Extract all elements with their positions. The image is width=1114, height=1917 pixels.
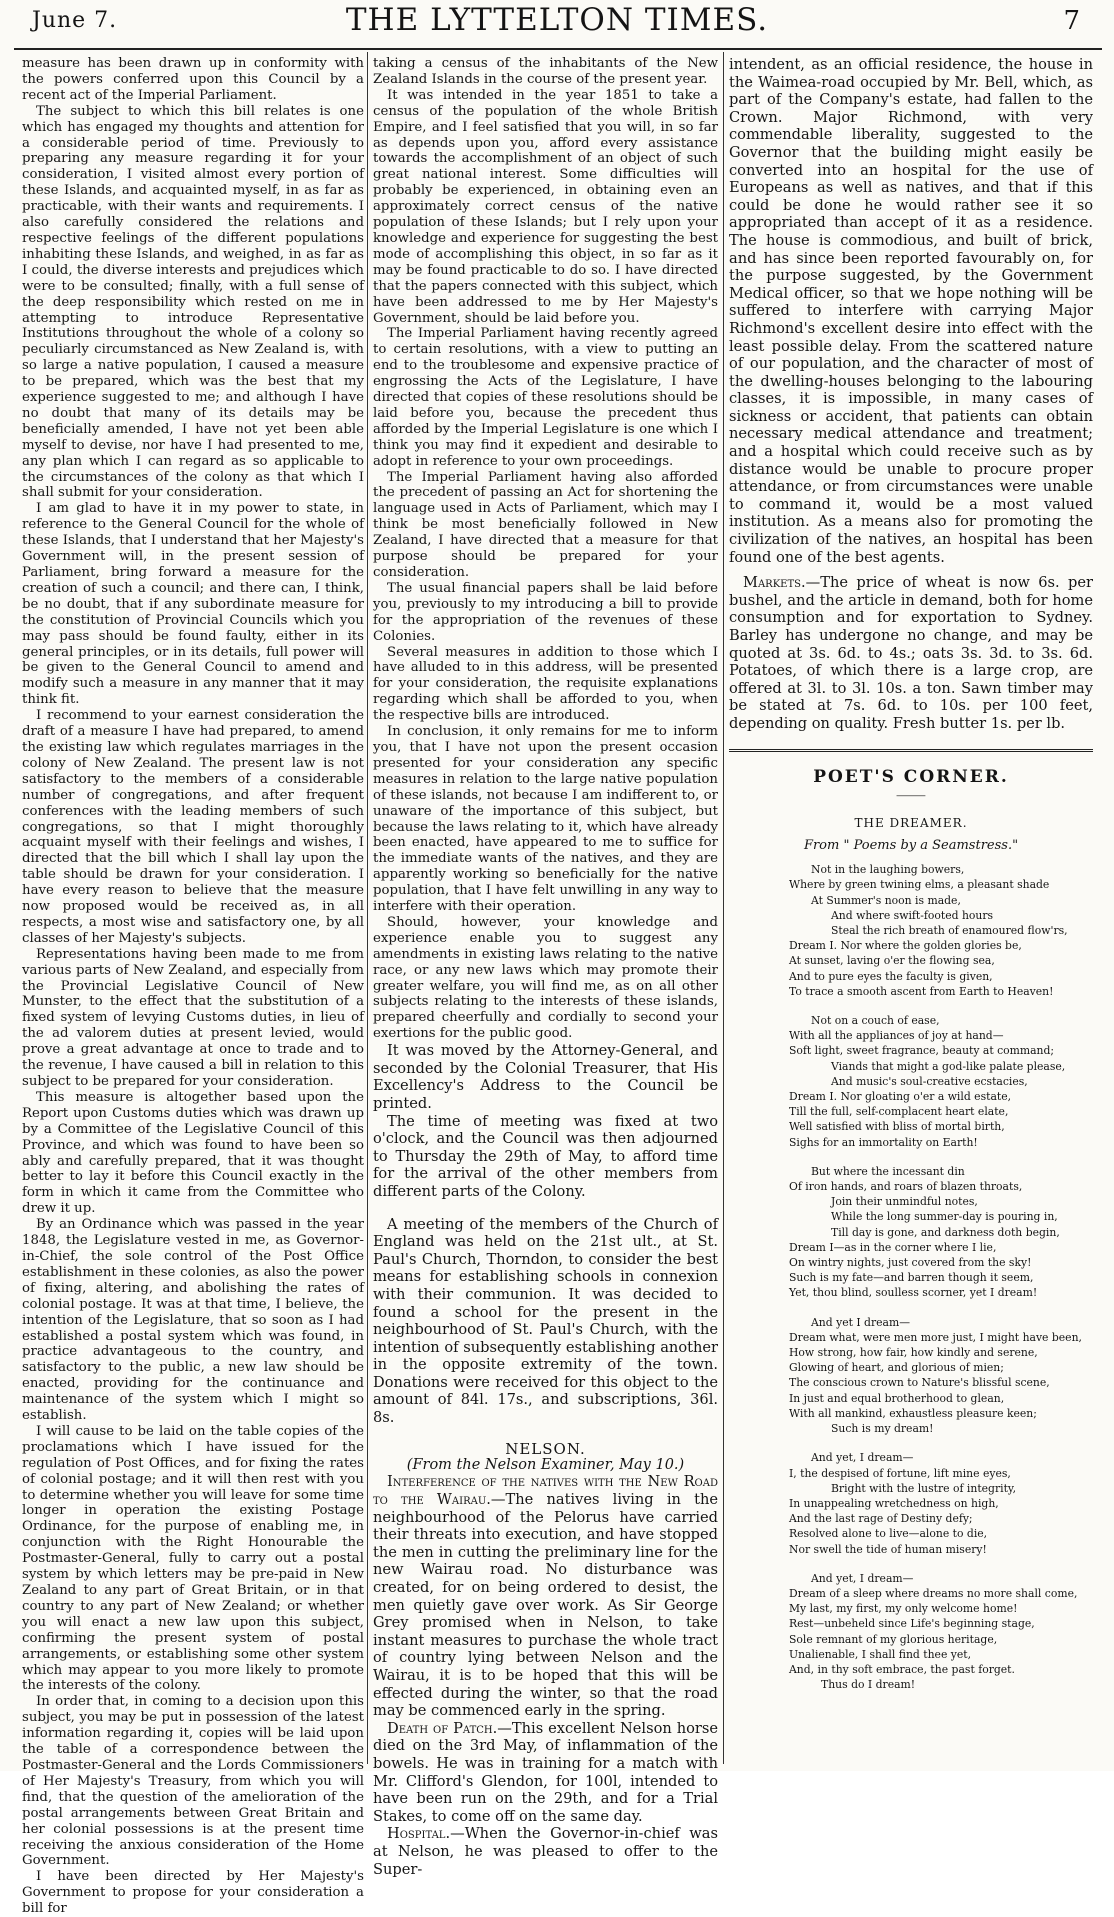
paragraph: I recommend to your earnest consideration the draft of a measure I have had prepared, to amend the existing law which regulates marriages in the colony of New Zealand. The present law is not satisfactory to the members of a considerable number of congregations, and after frequent conferences with the leading members of such congregations, so that I might thoroughly acquaint myself with their feelings and wishes, I directed that the bill which I shall lay upon the table should be drawn for your consideration. I have every reason to believe that the measure now proposed would be received as, in all respects, a most wise and satisfactory one, by all classes of her Majesty's subjects.	[22, 708, 364, 946]
poem-line: Nor swell the tide of human misery!	[789, 1542, 987, 1556]
paragraph: It was intended in the year 1851 to take a census of the population of the whole British Empire, and I feel satisfied that you will, in so far as depends upon you, afford every assistance towards the accomplishment of an object of such great national interest. Some difficulties will probably be experienced, in obtaining even an approximately correct census of the native population of these Islands; but I rely upon your knowledge and experience for suggesting the best mode of accomplishing this object, in so far as it may be found practicable to do so. I have directed that the papers connected with this subject, which have been addressed to me by Her Majesty's Government, should be laid before you.	[373, 87, 718, 326]
poem-line: At Summer's noon is made,	[811, 893, 961, 907]
news-item-death-of-patch	[373, 1720, 718, 1826]
paragraph: It was moved by the Attorney-General, and seconded by the Colonial Treasurer, that His Excellency's Address to the Council be printed.	[373, 1042, 718, 1112]
poem-line: Resolved alone to live—alone to die,	[789, 1527, 988, 1541]
section-rule	[729, 749, 1093, 752]
poem-line: Till day is gone, and darkness doth begin,	[831, 1225, 1060, 1239]
markets-paragraph	[729, 574, 1093, 732]
poem-line: Of iron hands, and roars of blazen throats,	[789, 1180, 1023, 1194]
poem-line: Rest—unbeheld since Life's beginning stage,	[789, 1617, 1035, 1631]
poem-line: With all mankind, exhaustless pleasure keen;	[789, 1406, 1037, 1420]
paragraph: measure has been drawn up in conformity with the powers conferred upon this Council by a recent act of the Imperial Parliament.	[22, 56, 364, 103]
poem-line: I, the despised of fortune, lift mine eyes,	[789, 1466, 1011, 1480]
poem-line: In unappealing wretchedness on high,	[789, 1496, 999, 1510]
paragraph: The usual financial papers shall be laid before you, previously to my introducing a bill to provide for the appropriation of the revenues of these Colonies.	[373, 580, 718, 644]
news-item-head: Interference of the natives with the New Road to the Wairau.	[373, 1473, 718, 1509]
poem-line: Bright with the lustre of integrity,	[831, 1481, 1017, 1495]
poem-stanza	[729, 1450, 1093, 1556]
poem-line: Sole remnant of my glorious heritage,	[789, 1632, 998, 1646]
paragraph: The subject to which this bill relates is one which has engaged my thoughts and attention for a considerable period of time. Previously to preparing any measure regarding it for your consideration, I visited almost every portion of these Islands, and acquainted myself, in as far as practicable, with their wants and requirements. I also carefully considered the relations and respective feelings of the different populations inhabiting these Islands, and weighed, in as far as I could, the diverse interests and prejudices which were to be consulted; finally, with a full sense of the deep responsibility which rested on me in attempting to introduce Representative Institutions throughout the whole of a colony so peculiarly circumstanced as New Zealand is, with so large a native population, I caused a measure to be prepared, which was the best that my experience suggested to me; and although I have no doubt that many of its details may be beneficially amended, I have not yet been able myself to devise, nor have I had presented to me, any plan which I can regard as so applicable to the circumstances of the colony as that which I shall submit for your consideration.	[22, 103, 364, 501]
poem-line: While the long summer-day is pouring in,	[831, 1210, 1058, 1224]
news-item-wairau-road	[373, 1473, 718, 1719]
poem-line: How strong, how fair, how kindly and serene,	[789, 1346, 1038, 1360]
poem-line: Dream what, were men more just, I might have been,	[789, 1330, 1082, 1344]
news-item-hospital	[373, 1825, 718, 1878]
ornament-divider: ⸻	[896, 788, 926, 803]
poem-line: Join their unmindful notes,	[831, 1195, 978, 1209]
poem-line: In just and equal brotherhood to glean,	[789, 1391, 1005, 1405]
news-item-text: —When the Governor-in-chief was at Nelson, he was pleased to offer to the Super-	[373, 1825, 718, 1878]
poem-line: Unalienable, I shall find thee yet,	[789, 1647, 972, 1661]
church-meeting-paragraph: A meeting of the members of the Church of England was held on the 21st ult., at St. Paul's Church, Thorndon, to consider the best means for establishing schools in connexion with their communion. It was decided to found a school for the present in the neighbourhood of St. Paul's Church, with the intention of subsequently establishing another in the opposite extremity of the town. Donations were received for this object to the amount of 84l. 17s., and subscriptions, 36l. 8s.	[373, 1215, 718, 1427]
poem-line: And yet, I dream—	[811, 1571, 914, 1585]
poem-line: And where swift-footed hours	[831, 908, 994, 922]
poem-line: Glowing of heart, and glorious of mien;	[789, 1361, 1004, 1375]
section-source: (From the Nelson Examiner, May 10.)	[406, 1456, 685, 1473]
poem-line: Yet, thou blind, soulless scorner, yet I dream!	[789, 1286, 1038, 1300]
poem-stanza	[729, 1571, 1093, 1693]
news-item-head: Death of Patch.	[387, 1719, 498, 1737]
poem-line: And, in thy soft embrace, the past forget.	[789, 1662, 1015, 1676]
poem-line: The conscious crown to Nature's blissful scene,	[789, 1376, 1050, 1390]
poem-line: But where the incessant din	[811, 1164, 965, 1178]
column-divider	[367, 52, 368, 1764]
paragraph: By an Ordinance which was passed in the year 1848, the Legislature vested in me, as Governor-in-Chief, the sole control of the Post Office establishment in these colonies, as also the power of fixing, altering, and abolishing the rates of colonial postage. It was at that time, I believe, the intention of the Legislature, that so soon as I had established a postal system which was found, in practice advantageous to the country, and satisfactory to the public, a new law should be enacted, providing for the continuance and maintenance of the system which I might so establish.	[22, 1217, 364, 1424]
paragraph: The time of meeting was fixed at two o'clock, and the Council was then adjourned to Thursday the 29th of May, to afford time for the arrival of the other members from different parts of the Colony.	[373, 1112, 718, 1200]
poem-line: Sighs for an immortality on Earth!	[789, 1135, 978, 1149]
poem-line: Till the full, self-complacent heart elate,	[789, 1105, 1009, 1119]
poem-stanza	[729, 1164, 1093, 1301]
poem-line: And the last rage of Destiny defy;	[789, 1512, 973, 1526]
paragraph: Representations having been made to me from various parts of New Zealand, and especially from the Provincial Legislative Council of New Munster, to the effect that the substitution of a fixed system of levying Customs duties, in lieu of the ad valorem duties at present levied, would prove a great advantage at once to trade and to the revenue, I have caused a bill in relation to this subject to be prepared for your consideration.	[22, 946, 364, 1089]
paragraph: In order that, in coming to a decision upon this subject, you may be put in possession of the latest information regarding it, copies will be laid upon the table of a correspondence between the Postmaster-General and the Lords Commissioners of Her Majesty's Treasury, from which you will find, that the question of the amelioration of the postal arrangements between Great Britain and her colonial possessions is at the present time receiving the anxious consideration of the Home Government.	[22, 1694, 364, 1869]
column-divider	[723, 52, 724, 1764]
poem-line: And to pure eyes the faculty is given,	[789, 969, 993, 983]
spacer	[729, 566, 1093, 574]
poem-line: Such is my dream!	[831, 1422, 934, 1436]
news-item-text: —The natives living in the neighbourhood of the Pelorus have carried their threats into execution, and have stopped the men in cutting the preliminary line for the new Wairau road. No disturbance was created, for on being ordered to desist, the men quietly gave over work. As Sir George Grey promised when in Nelson, to take instant measures to purchase the whole tract of country lying between Nelson and the Wairau, it is to be hoped that this will be effected during the winter, so that the road may be commenced early in the spring.	[373, 1491, 718, 1720]
poem	[729, 862, 1093, 1692]
paragraph: taking a census of the inhabitants of the New Zealand Islands in the course of the present year.	[373, 56, 718, 87]
paragraph: In conclusion, it only remains for me to inform you, that I have not upon the present occasion presented for your consideration any specific measures in relation to the large native population of these islands, not because I am indifferent to, or unaware of the importance of this subject, but because the laws relating to it, which have already been enacted, have appeared to me to suffice for the immediate wants of the natives, and they are apparently working so beneficially for the native population, that I have felt unwilling in any way to interfere with their operation.	[373, 724, 718, 915]
poem-line: Dream of a sleep where dreams no more shall come,	[789, 1586, 1078, 1600]
poem-line: Not on a couch of ease,	[811, 1014, 940, 1028]
page-number: 7	[1063, 6, 1080, 36]
issue-date: June 7.	[32, 8, 118, 33]
poem-line: Viands that might a god-like palate please,	[831, 1059, 1066, 1073]
paragraph: I have been directed by Her Majesty's Government to propose for your consideration a bill for	[22, 1869, 364, 1917]
poem-line: Thus do I dream!	[821, 1678, 916, 1692]
poem-line: And yet, I dream—	[811, 1451, 914, 1465]
paragraph: The Imperial Parliament having recently agreed to certain resolutions, with a view to putting an end to the troublesome and expensive practice of engrossing the Acts of the Legislature, I have directed that copies of these resolutions should be laid before you, because the precedent thus afforded by the Imperial Legislature is one which I think you may find it expedient and desirable to adopt in reference to your own proceedings.	[373, 326, 718, 469]
markets-head: Markets.	[743, 574, 806, 592]
poem-line: With all the appliances of joy at hand—	[789, 1029, 1004, 1043]
poem-source: From " Poems by a Seamstress."	[803, 838, 1019, 854]
poem-line: Not in the laughing bowers,	[811, 863, 965, 877]
poem-stanza	[729, 1013, 1093, 1150]
news-item-head: Hospital.	[387, 1825, 451, 1843]
poem-stanza	[729, 862, 1093, 999]
poem-line: On wintry nights, just covered from the sky!	[789, 1256, 1032, 1270]
column-3	[729, 56, 1093, 1762]
poem-line: Dream I—as in the corner where I lie,	[789, 1240, 997, 1254]
poem-line: My last, my first, my only welcome home!	[789, 1602, 1018, 1616]
masthead	[0, 0, 1114, 54]
paragraph: The Imperial Parliament having also afforded the precedent of passing an Act for shortening the language used in Acts of Parliament, which may I think be most beneficially followed in New Zealand, I have directed that a measure for that purpose should be prepared for your consideration.	[373, 469, 718, 580]
poem-line: Such is my fate—and barren though it seem,	[789, 1271, 1034, 1285]
poem-stanza	[729, 1315, 1093, 1437]
paragraph: Should, however, your knowledge and experience enable you to suggest any amendments in existing laws relating to the native race, or any new laws which may promote their greater welfare, you will find me, as on all other subjects relating to the interests of these islands, prepared cheerfully and cordially to second your exertions for the public good.	[373, 914, 718, 1042]
column-1	[22, 56, 364, 1917]
paragraph: I will cause to be laid on the table copies of the proclamations which I have issued for the regulation of Post Offices, and for fixing the rates of colonial postage; and it will then rest with you to determine whether you will leave for some time longer in operation the existing Postage Ordinance, for the purpose of enabling me, in conjunction with the Right Honourable the Postmaster-General, fully to carry out a postal system by which letters may be pre-paid in New Zealand to any part of Great Britain, or in that country to any part of New Zealand; or whether you will enact a new law upon this subject, confirming the present system of postal arrangements, or establishing some other system which may appear to you more likely to promote the interests of the colony.	[22, 1423, 364, 1694]
paragraph: I am glad to have it in my power to state, in reference to the General Council for the whole of these Islands, that I understand that her Majesty's Government will, in the present session of Parliament, bring forward a measure for the creation of such a council; and there can, I think, be no doubt, that if any subordinate measure for the constitution of Provincial Councils which you may pass should be found faulty, either in its general principles, or in its details, full power will be given to the General Council to amend and modify such a measure in any manner that it may think fit.	[22, 501, 364, 708]
paragraph: This measure is altogether based upon the Report upon Customs duties which was drawn up by a Committee of the Legislative Council of this Province, and which was found to have been so ably and carefully prepared, that it was thought better to lay it before this Council exactly in the form in which it came from the Committee who drew it up.	[22, 1089, 364, 1217]
header-rule	[14, 48, 1102, 50]
poem-line: At sunset, laving o'er the flowing sea,	[789, 954, 995, 968]
news-item-text: —This excellent Nelson horse died on the 3rd May, of inflammation of the bowels. He was in training for a match with Mr. Clifford's Glendon, for 100l, intended to have been run on the 29th, and for a Trial Stakes, to come off on the same day.	[373, 1719, 719, 1825]
section-heading-nelson: NELSON.	[505, 1439, 586, 1458]
poem-line: To trace a smooth ascent from Earth to Heaven!	[789, 984, 1054, 998]
poem-line: Dream I. Nor where the golden glories be,	[789, 939, 1022, 953]
poem-line: Steal the rich breath of enamoured flow'rs,	[831, 924, 1068, 937]
poem-line: Dream I. Nor gloating o'er a wild estate,	[789, 1090, 1012, 1104]
spacer	[373, 1201, 718, 1216]
newspaper-title: THE LYTTELTON TIMES.	[345, 2, 769, 38]
hospital-continued-paragraph: intendent, as an official residence, the house in the Waimea-road occupied by Mr. Bell, which, as part of the Company's estate, had fallen to the Crown. Major Richmond, with very commendable liberality, suggested to the Governor that the building might easily be converted into an hospital for the use of Europeans as well as natives, and that if this could be done he would rather see it so appropriated than accept of it as a residence. The house is commodious, and built of brick, and has since been reported favourably on, for the purpose suggested, by the Government Medical officer, so that we hope nothing will be suffered to interfere with carrying Major Richmond's excellent desire into effect with the least possible delay. From the scattered nature of our population, and the character of most of the dwelling-houses belonging to the labouring classes, it is impossible, in many cases of sickness or accident, that patients can obtain necessary medical attendance and treatment; and a hospital which could receive such as by distance would be unable to procure proper attendance, or from circumstances were unable to command it, would be a most valued institution. As a means also for promoting the civilization of the natives, an hospital has been found one of the best agents.	[729, 56, 1093, 566]
column-2	[373, 56, 719, 1878]
poem-line: Soft light, sweet fragrance, beauty at command;	[789, 1044, 1055, 1058]
poets-corner-heading: POET'S CORNER.	[813, 766, 1009, 787]
markets-text: —The price of wheat is now 6s. per bushel, and the article in demand, both for home consumption and for exportation to Sydney. Barley has undergone no change, and may be quoted at 3s. 6d. to 4s.; oats 3s. 3d. to 3s. 6d. Potatoes, of which there is a large crop, are offered at 3l. to 3l. 10s. a ton. Sawn timber may be stated at 7s. 6d. to 10s. per 100 feet, depending on quality. Fresh butter 1s. per lb.	[729, 574, 1093, 732]
poem-line: Where by green twining elms, a pleasant shade	[789, 878, 1050, 892]
paragraph: Several measures in addition to those which I have alluded to in this address, will be presented for your consideration, the requisite explanations regarding which shall be afforded to you, when the respective bills are introduced.	[373, 644, 718, 724]
poem-line: And music's soul-creative ecstacies,	[831, 1074, 1028, 1088]
poem-line: And yet I dream—	[811, 1315, 910, 1329]
poem-title: THE DREAMER.	[854, 816, 968, 831]
poem-line: Well satisfied with bliss of mortal birth,	[789, 1120, 1005, 1134]
